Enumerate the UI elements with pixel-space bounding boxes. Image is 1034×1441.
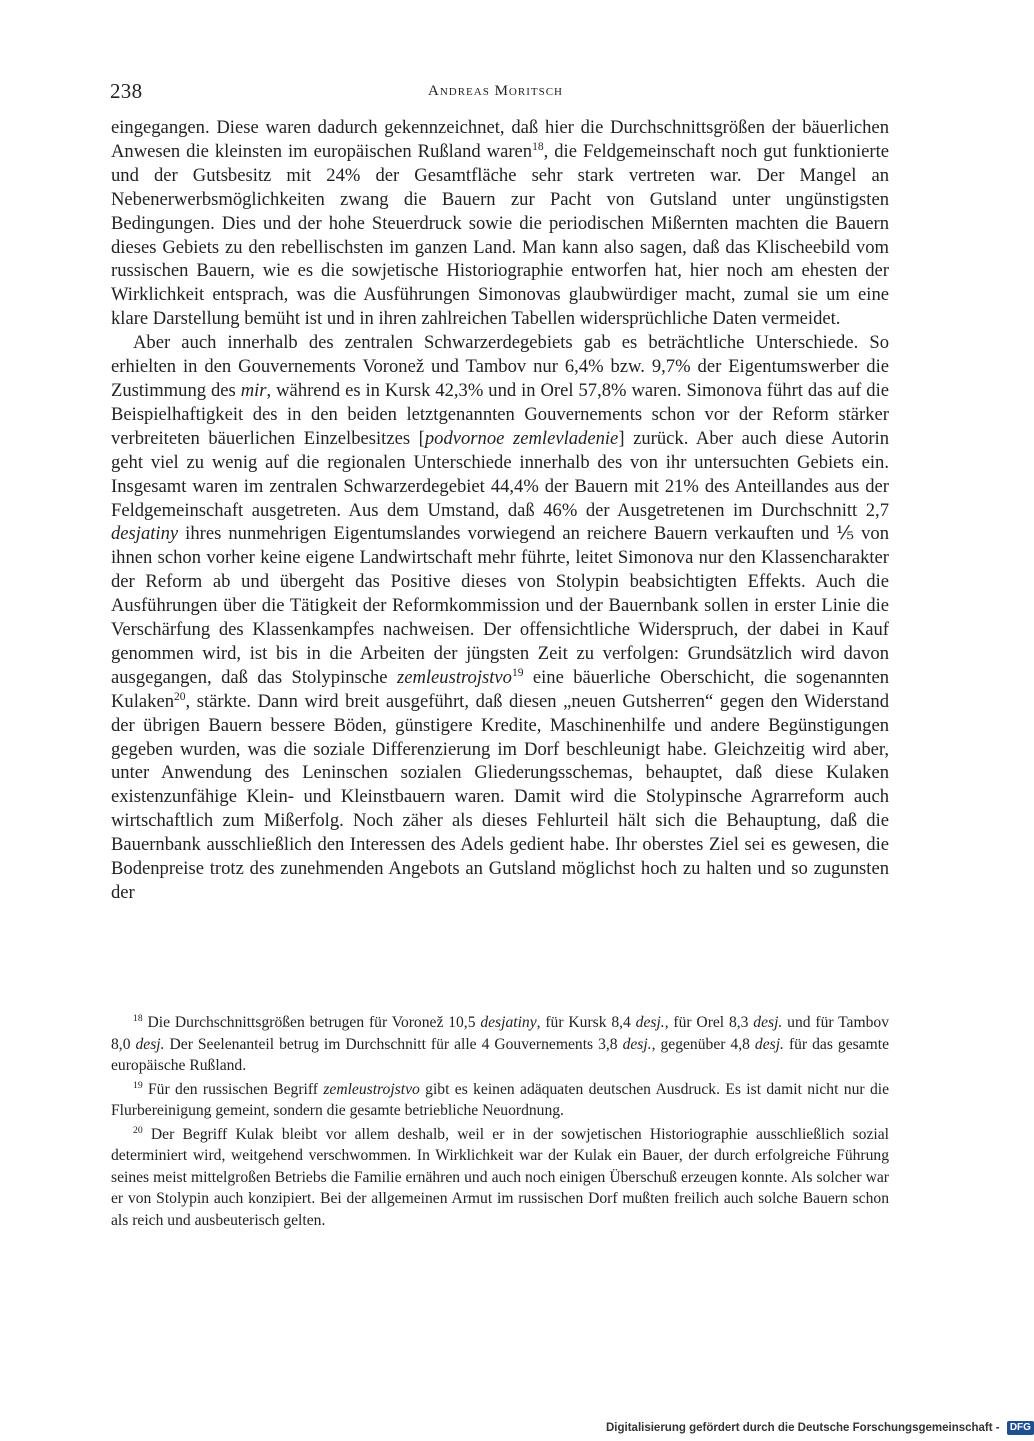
footnote-marker: 20 [133, 1124, 143, 1136]
italic-term: desj. [754, 1035, 784, 1053]
italic-term: desj. [635, 1014, 665, 1031]
italic-term: desj. [753, 1014, 783, 1031]
italic-term: desj. [622, 1035, 652, 1053]
text-run: für das gesamte europäische Rußland. [111, 1035, 889, 1074]
italic-term: desjatiny [111, 523, 179, 545]
text-run: Aber auch innerhalb des zentralen Schwarzerdegebiets gab es beträchtliche Unterschiede. So erhielten in den Gouvernements Voronež und Tambov nur 6,4% bzw. 9,7% der Eigentumswerber die Zustimmung des [111, 332, 889, 401]
text-run: eine bäuerliche Oberschicht, die sogenannten Kulaken [111, 666, 890, 712]
text-run: ihres nunmehrigen Eigentumslandes vorwiegend an reichere Bauern verkauften und ⅕ von ihnen schon vorher keine eigene Landwirtschaft mehr führte, leitet Simonova nur den Klassencharakter der Reform ab und übergeht das Positive dieses von Stolypin beabsichtigten Effekts. Auch die Ausführungen über die Tätigkeit der Reformkommission und der Bauernbank sollen in erster Linie die Verschärfung des Klassenkampfes nachweisen. Der offensichtliche Widerspruch, der dabei in Kauf genommen wird, ist bis in die Arbeiten der jüngsten Zeit zu verfolgen: Grundsätzlich wird davon ausgegangen, daß das Stolypinsche [111, 523, 889, 688]
text-run: ] zurück. Aber auch diese Autorin geht viel zu wenig auf die regionalen Unterschiede innerhalb des von ihr untersuchten Gebiets ein. Insgesamt waren im zentralen Schwarzerdegebiet 44,4% der Bauern mit 21% des Anteillandes aus der Feldgemeinschaft ausgetreten. Aus dem Umstand, daß 46% der Ausgetretenen im Durchschnitt 2,7 [111, 427, 890, 521]
banner-text: Digitalisierung gefördert durch die Deutsche Forschungsgemeinschaft - [606, 1422, 1000, 1434]
footnote-marker: 18 [532, 140, 544, 153]
text-run: Für den russischen Begriff [142, 1080, 324, 1098]
footnote-marker: 18 [133, 1012, 143, 1024]
text-run: und für Tambov 8,0 [111, 1014, 889, 1053]
footnote-marker: 20 [174, 690, 186, 703]
footnote-18 [111, 1012, 889, 1077]
text-run: , stärkte. Dann wird breit ausgeführt, daß diesen „neuen Gutsherren“ gegen den Widerstand der übrigen Bauern bessere Böden, günstigere Kredite, Maschinenhilfe und andere Begünstigungen gegeben wurden, was die soziale Differenzierung im Dorf beschleunigt habe. Gleichzeitig wird aber, unter Anwendung des Leninschen sozialen Gliederungsschemas, behauptet, daß diese Kulaken existenzunfähige Klein- und Kleinstbauern waren. Damit wird die Stolypinsche Agrarreform auch wirtschaftlich zum Mißerfolg. Noch zäher als dieses Fehlurteil hält sich die Behauptung, daß die Bauernbank ausschließlich den Interessen des Adels gedient habe. Ihr oberstes Ziel sei es gewesen, die Bodenpreise trotz des zunehmenden Angebots an Gutsland möglichst hoch zu halten und so zugunsten der [111, 690, 889, 903]
paragraph [111, 331, 889, 905]
footnotes [111, 1012, 889, 1233]
digitization-banner [606, 1420, 1034, 1436]
text-run: Der Seelenanteil betrug im Durchschnitt für alle 4 Gouvernements 3,8 [164, 1035, 623, 1053]
text-run: gibt es keinen adäquaten deutschen Ausdruck. Es ist damit nicht nur die Flurbereinigung gemeint, sondern die gesamte betriebliche Neuordnung. [111, 1080, 889, 1119]
italic-term: mir [240, 379, 267, 401]
footnote-19 [111, 1079, 889, 1122]
text-run: , für Kursk 8,4 [536, 1014, 636, 1031]
text-run: Der Begriff Kulak bleibt vor allem deshalb, weil er in der sowjetischen Historiographie ausschließlich sozial determiniert wird, weitgehend verschwommen. In Wirklichkeit war der Kulak ein Bauer, der durch erfolgreiche Führung seines meist mittelgroßen Betriebs die Familie ernähren und auch noch einigen Überschuß erzeugen konnte. Als solcher war er von Stolypin auch konzipiert. Bei der allgemeinen Armut im russischen Dorf mußten freilich auch solche Bauern schon als reich und ausbeuterisch gelten. [111, 1125, 889, 1229]
page-number: 238 [110, 79, 143, 103]
footnote-marker: 19 [511, 666, 524, 679]
text-run: Die Durchschnittsgrößen betrugen für Voronež 10,5 [142, 1014, 481, 1031]
text-run: , die Feldgemeinschaft noch gut funktionierte und der Gutsbesitz mit 24% der Gesamtfläche sehr stark vertreten war. Der Mangel an Nebenerwerbsmöglichkeiten zwang die Bauern zur Pacht von Gutsland unter ungünstigsten Bedingungen. Dies und der hohe Steuerdruck sowie die periodischen Mißernten machten die Bauern dieses Gebiets zu den rebellischsten im ganzen Land. Man kann also sagen, daß das Klischeebild vom russischen Bauern, wie es die sowjetische Historiographie entworfen hat, hier noch am ehesten der Wirklichkeit entsprach, was die Ausführungen Simonovas glaubwürdiger macht, zumal sie um eine klare Darstellung bemüht ist und in ihren zahlreichen Tabellen widersprüchliche Daten vermeidet. [111, 140, 890, 330]
italic-term: podvornoe zemlevladenie [424, 427, 619, 449]
italic-term: desjatiny [480, 1014, 537, 1031]
italic-term: zemleustrojstvo [396, 666, 512, 688]
body-text [111, 116, 889, 905]
running-head: Andreas Moritsch [428, 83, 563, 99]
footnote-20 [111, 1124, 889, 1232]
text-run: , gegenüber 4,8 [651, 1035, 755, 1053]
text-run: eingegangen. Diese waren dadurch gekennzeichnet, daß hier die Durchschnittsgrößen der bäuerlichen Anwesen die kleinsten im europäischen Rußland waren [111, 117, 889, 162]
dfg-logo: DFG [1007, 1421, 1034, 1435]
text-run: , während es in Kursk 42,3% und in Orel 57,8% waren. Simonova führt das auf die Beispielhaftigkeit des in den beiden letztgenannten Gouvernements schon vor der Reform stärker verbreiteten bäuerlichen Einzelbesitzes [ [111, 379, 889, 449]
italic-term: zemleustrojstvo [323, 1080, 420, 1098]
paragraph [111, 116, 889, 331]
footnote-marker: 19 [133, 1079, 143, 1091]
text-run: , für Orel 8,3 [664, 1014, 754, 1031]
italic-term: desj. [135, 1035, 165, 1053]
